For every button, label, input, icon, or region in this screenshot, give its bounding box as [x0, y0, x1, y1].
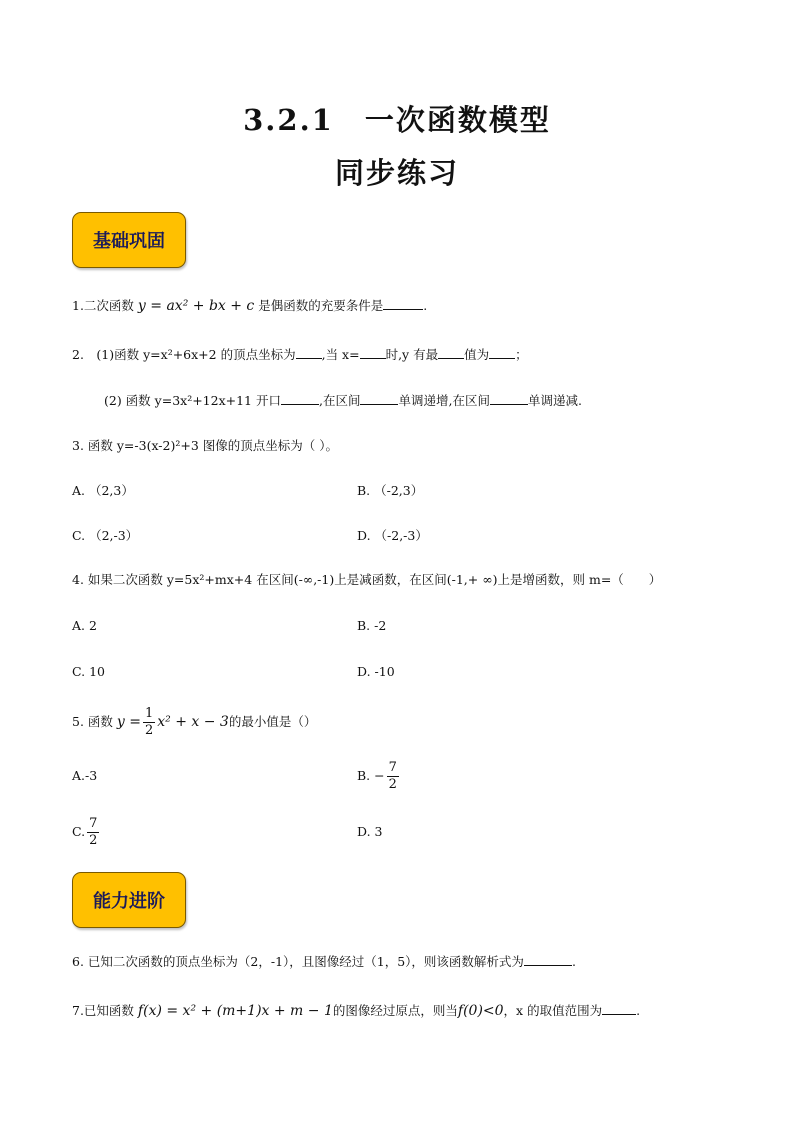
- option-c[interactable]: C. （2,-3）: [72, 528, 139, 543]
- answer-blank[interactable]: [490, 392, 528, 405]
- q2-text: 单调递减.: [527, 393, 582, 408]
- option-a[interactable]: A. （2,3）: [72, 483, 134, 498]
- q1-suffix: 是偶函数的充要条件是: [258, 298, 384, 313]
- option-d[interactable]: D. （-2,-3）: [357, 528, 428, 543]
- section-badge-basic: 基础巩固: [72, 212, 186, 268]
- section-badge-advanced: 能力进阶: [72, 872, 186, 928]
- q2-text: 值为: [464, 347, 490, 362]
- q1-end: .: [423, 298, 428, 313]
- fraction: $\frac{7}{2}$: [388, 760, 397, 792]
- q2-text: ,当 x=: [321, 347, 360, 362]
- option-b[interactable]: B. -2: [357, 618, 387, 633]
- option-c[interactable]: C. 10: [72, 664, 105, 679]
- q7-middle: 的图像经过原点，则当: [332, 1003, 458, 1018]
- q7-end: .: [636, 1003, 641, 1018]
- q6-end: .: [571, 954, 576, 969]
- page-title: 3.2.1 一次函数模型: [243, 103, 551, 137]
- q2-text: 2. (1)函数 y=x²+6x+2 的顶点坐标为: [72, 347, 296, 362]
- fraction: $\frac{1}{2}$: [144, 706, 154, 738]
- question-2-part-1: [72, 345, 528, 365]
- answer-blank[interactable]: [360, 392, 398, 405]
- question-1: [72, 296, 427, 316]
- page-subtitle: 同步练习: [334, 156, 459, 190]
- q7-prefix: 7.已知函数: [72, 1003, 134, 1018]
- answer-blank[interactable]: [602, 1002, 636, 1015]
- question-6: [72, 952, 576, 972]
- option-d[interactable]: D. 3: [357, 824, 383, 839]
- q6-text: 6. 已知二次函数的顶点坐标为（2，-1），且图像经过（1，5），则该函数解析式为: [72, 954, 524, 969]
- question-2-part-2: [104, 391, 582, 411]
- option-b[interactable]: B. − $\frac{7}{2}$: [357, 760, 397, 792]
- fraction: $\frac{7}{2}$: [89, 816, 98, 848]
- question-3: 3. 函数 y=-3(x-2)²+3 图像的顶点坐标为（ ）。: [72, 438, 338, 453]
- option-b[interactable]: B. （-2,3）: [357, 483, 424, 498]
- q5-formula: y =: [116, 714, 141, 730]
- answer-blank[interactable]: [383, 297, 423, 310]
- q2-text: ；: [515, 347, 528, 362]
- option-d[interactable]: D. -10: [357, 664, 395, 679]
- q5-suffix: 的最小值是（）: [228, 714, 317, 729]
- question-5: [72, 702, 316, 742]
- q2-text: 单调递增,在区间: [398, 393, 490, 408]
- q5-prefix: 5. 函数: [72, 714, 113, 729]
- q7-condition: f(0)<0: [457, 1003, 504, 1019]
- answer-blank[interactable]: [438, 346, 464, 359]
- q2-text: ,在区间: [318, 393, 361, 408]
- q2-text: (2) 函数 y=3x²+12x+11 开口: [104, 393, 281, 408]
- option-c[interactable]: C. $\frac{7}{2}$: [72, 816, 98, 848]
- question-7: [72, 1001, 640, 1021]
- answer-blank[interactable]: [296, 346, 322, 359]
- q2-text: 时,y 有最: [385, 347, 439, 362]
- option-a[interactable]: A. 2: [72, 618, 97, 633]
- q7-formula: f(x) = x² + (m+1)x + m − 1: [137, 1003, 333, 1019]
- q7-suffix: ，x 的取值范围为: [503, 1003, 603, 1018]
- q5-formula: x² + x − 3: [157, 714, 229, 730]
- answer-blank[interactable]: [360, 346, 386, 359]
- answer-blank[interactable]: [524, 953, 572, 966]
- question-4: 4. 如果二次函数 y=5x²+mx+4 在区间(-∞,-1)上是减函数，在区间(-1,+ ∞)上是增函数，则 m=（ ）: [72, 572, 662, 587]
- answer-blank[interactable]: [489, 346, 515, 359]
- q1-formula: y = ax² + bx + c: [137, 298, 255, 314]
- q1-prefix: 1.二次函数: [72, 298, 134, 313]
- answer-blank[interactable]: [281, 392, 319, 405]
- option-a[interactable]: A.-3: [72, 768, 98, 783]
